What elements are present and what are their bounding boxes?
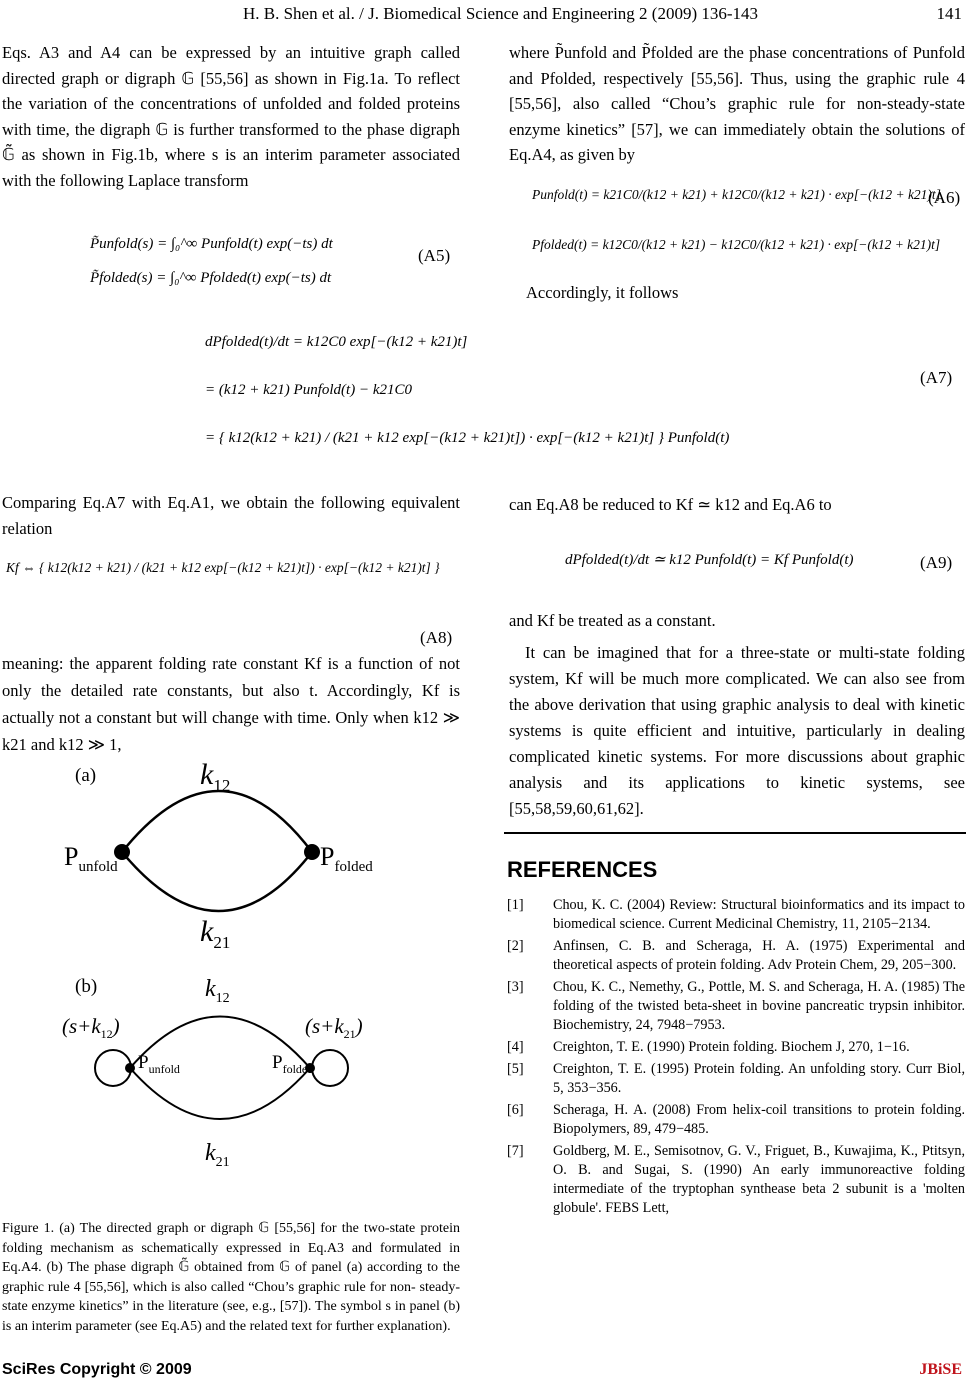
reference-item	[507, 1060, 965, 1098]
reference-text: Goldberg, M. E., Semisotnov, G. V., Friguet, B., Kuwajima, K., Ptitsyn, O. B. and Sugai, S. (1990) An early immunoreactive folding intermediate of the tryptophan synthease beta 2 subunit is a 'molten globule'. FEBS Lett,	[553, 1143, 965, 1216]
loop-text: (s+k	[305, 1014, 344, 1038]
equation-a9-label: (A9)	[920, 553, 953, 572]
reference-number: [3]	[507, 979, 524, 995]
node-label-folded-a	[320, 842, 373, 876]
equation-a6-line: Pfolded(t) = k12C0/(k12 + k21) − k12C0/(k12 + k21) · exp[−(k12 + k21)t]	[532, 237, 941, 252]
label-k21-a	[200, 915, 230, 953]
reference-item	[507, 978, 965, 1035]
p-symbol: P	[138, 1052, 149, 1073]
reference-item	[507, 1038, 965, 1057]
equation-a6-line: Punfold(t) = k21C0/(k12 + k21) + k12C0/(k12 + k21) · exp[−(k12 + k21)t]	[532, 187, 941, 202]
equation-a5-line: P̃folded(s) = ∫₀^∞ Pfolded(t) exp(−ts) dt	[90, 270, 332, 286]
equation-a7-line: dPfolded(t)/dt = k12C0 exp[−(k12 + k21)t]	[205, 334, 468, 350]
reference-item	[507, 1101, 965, 1139]
p-subscript: unfold	[78, 859, 118, 876]
reference-text: Anfinsen, C. B. and Scheraga, H. A. (1975) Experimental and theoretical aspects of protein folding. Adv Protein Chem, 29, 205−300.	[553, 938, 965, 973]
equation-a6-label: (A6)	[928, 188, 961, 207]
reference-text: Chou, K. C. (2004) Review: Structural bioinformatics and its impact to biomedical science. Current Medicinal Chemistry, 11, 2105−2134.	[553, 897, 965, 932]
self-loop-right	[312, 1050, 348, 1086]
references-heading: REFERENCES	[507, 857, 658, 882]
equation-a8-label: (A8)	[420, 628, 453, 647]
equation-a7	[205, 318, 729, 462]
p-symbol: P	[272, 1052, 283, 1073]
k-symbol: k	[200, 758, 214, 791]
left-paragraph-2: Comparing Eq.A7 with Eq.A1, we obtain the following equivalent relation	[2, 493, 460, 538]
panel-b-label: (b)	[75, 976, 98, 997]
right-paragraph-2: Accordingly, it follows	[526, 283, 679, 302]
panel-a	[114, 791, 320, 911]
loop-label-left: $(s+k_{12})$	[62, 1014, 120, 1042]
left-paragraph-1: Eqs. A3 and A4 can be expressed by an intuitive graph called directed graph or digraph 𝔾 [55,56] as shown in Fig.1a. To reflect the variation of the concentrations of unfolded and folded proteins with time, the digraph 𝔾 is further transformed to the phase digraph 𝔾̃ as shown in Fig.1b, where s is an interim parameter associated with the following Laplace transform	[2, 43, 460, 190]
right-paragraph-4: and Kf be treated as a constant.	[509, 611, 716, 630]
reference-number: [1]	[507, 897, 524, 913]
p-subscript: unfold	[148, 1061, 180, 1076]
reference-item	[507, 1142, 965, 1218]
journal-logo: JBiSE	[919, 1361, 962, 1378]
k-symbol: k	[205, 1140, 216, 1166]
equation-a5-label: (A5)	[418, 246, 451, 265]
equation-a8: Kf ⇔ { k12(k12 + k21) / (k21 + k12 exp[−(k12 + k21)t]) · exp[−(k12 + k21)t] }	[6, 560, 440, 575]
node-unfold-b	[125, 1063, 135, 1073]
k-subscript: 12	[215, 990, 230, 1006]
loop-subscript: 21	[343, 1027, 356, 1042]
label-k12-a	[200, 758, 230, 796]
edge-k21	[122, 852, 312, 911]
page-number: 141	[936, 4, 962, 23]
running-header: H. B. Shen et al. / J. Biomedical Science and Engineering 2 (2009) 136-143	[242, 4, 759, 23]
figure-1-digraph	[40, 750, 440, 1190]
equation-a5-line: P̃unfold(s) = ∫₀^∞ Punfold(t) exp(−ts) dt	[90, 236, 333, 252]
loop-label-right: $(s+k_{21})$	[305, 1014, 363, 1042]
figure-caption: Figure 1. (a) The directed graph or digraph 𝔾 [55,56] for the two-state protein folding mechanism as schematically expressed in Eq.A3 and formulated in Eq.A4. (b) The phase digraph 𝔾̃ obtained from 𝔾 of panel (a) according to the graphic rule 4 [55,56], which is also called “Chou’s graphic rule for non- steady-state enzyme kinetics” in the literature (see, e.g., [57]). The symbol s in panel (b) is an interim parameter (see Eq.A5) and the related text for further explanation).	[2, 1221, 460, 1334]
panel-a-label: (a)	[75, 765, 97, 786]
reference-list	[507, 896, 965, 1221]
p-symbol: P	[320, 842, 335, 871]
equation-a9: dPfolded(t)/dt ≃ k12 Punfold(t) = Kf Punfold(t)	[565, 552, 854, 568]
p-subscript: folded	[282, 1061, 314, 1076]
k-subscript: 21	[215, 1154, 230, 1170]
reference-text: Scheraga, H. A. (2008) From helix-coil transitions to protein folding. Biopolymers, 89, 479−485.	[553, 1102, 965, 1137]
equation-a7-label: (A7)	[920, 368, 953, 387]
equation-a5	[90, 227, 333, 295]
edge-k12	[122, 791, 312, 852]
node-label-folded-b	[272, 1052, 313, 1077]
loop-subscript: 12	[100, 1027, 113, 1042]
reference-text: Creighton, T. E. (1995) Protein folding. An unfolding story. Curr Biol, 5, 353−356.	[553, 1061, 965, 1096]
equation-a7-line: = (k12 + k21) Punfold(t) − k21C0	[205, 382, 412, 398]
footer-copyright: SciRes Copyright © 2009	[2, 1361, 192, 1378]
reference-item	[507, 896, 965, 934]
k-symbol: k	[200, 915, 214, 948]
k-subscript: 12	[213, 776, 231, 795]
k-symbol: k	[205, 976, 216, 1002]
reference-number: [6]	[507, 1102, 524, 1118]
reference-item	[507, 937, 965, 975]
loop-text: (s+k	[62, 1014, 101, 1038]
reference-number: [4]	[507, 1039, 524, 1055]
right-paragraph-1: where P̃unfold and P̃folded are the phase concentrations of Punfold and Pfolded, respectively [55,56]. Thus, using the graphic rule 4 [55,56], also called “Chou’s graphic rule for non-steady-state enzyme kinetics” [57], we can immediately obtain the solutions of Eq.A4, as given by	[509, 43, 965, 165]
reference-number: [7]	[507, 1143, 524, 1159]
section-divider	[504, 832, 966, 834]
reference-number: [2]	[507, 938, 524, 954]
reference-text: Creighton, T. E. (1990) Protein folding. Biochem J, 270, 1−16.	[553, 1039, 910, 1055]
label-k12-b	[205, 976, 230, 1007]
label-k21-b	[205, 1140, 230, 1171]
right-paragraph-5: It can be imagined that for a three-state or multi-state folding system, Kf will be much more complicated. We can also see from the above derivation that using graphic analysis to deal with kinetic systems is quite efficient and intuitive, particularly in dealing complicated kinetic systems. For more discussions about graphic analysis and its applications to kinetic systems, see [55,58,59,60,61,62].	[509, 643, 965, 818]
node-folded	[304, 844, 320, 860]
p-subscript: folded	[334, 859, 373, 876]
right-paragraph-3: can Eq.A8 be reduced to Kf ≃ k12 and Eq.A6 to	[509, 495, 832, 514]
p-symbol: P	[64, 842, 79, 871]
node-label-unfold-b	[138, 1052, 180, 1077]
reference-text: Chou, K. C., Nemethy, G., Pottle, M. S. and Scheraga, H. A. (1985) The folding of the twisted beta-sheet in bovine pancreatic trypsin inhibitor. Biochemistry, 24, 7948−7953.	[553, 979, 965, 1033]
node-label-unfold-a	[64, 842, 118, 876]
equation-a6	[532, 170, 941, 270]
k-subscript: 21	[213, 933, 231, 952]
equation-a7-line: = { k12(k12 + k21) / (k21 + k12 exp[−(k12 + k21)t]) · exp[−(k12 + k21)t] } Punfold(t)	[205, 430, 730, 446]
left-paragraph-3: meaning: the apparent folding rate constant Kf is a function of not only the detailed rate constants, but also t. Accordingly, Kf is actually not a constant but will change with time. Only when k12 ≫ k21 and k12 ≫ 1,	[2, 654, 460, 754]
reference-number: [5]	[507, 1061, 524, 1077]
